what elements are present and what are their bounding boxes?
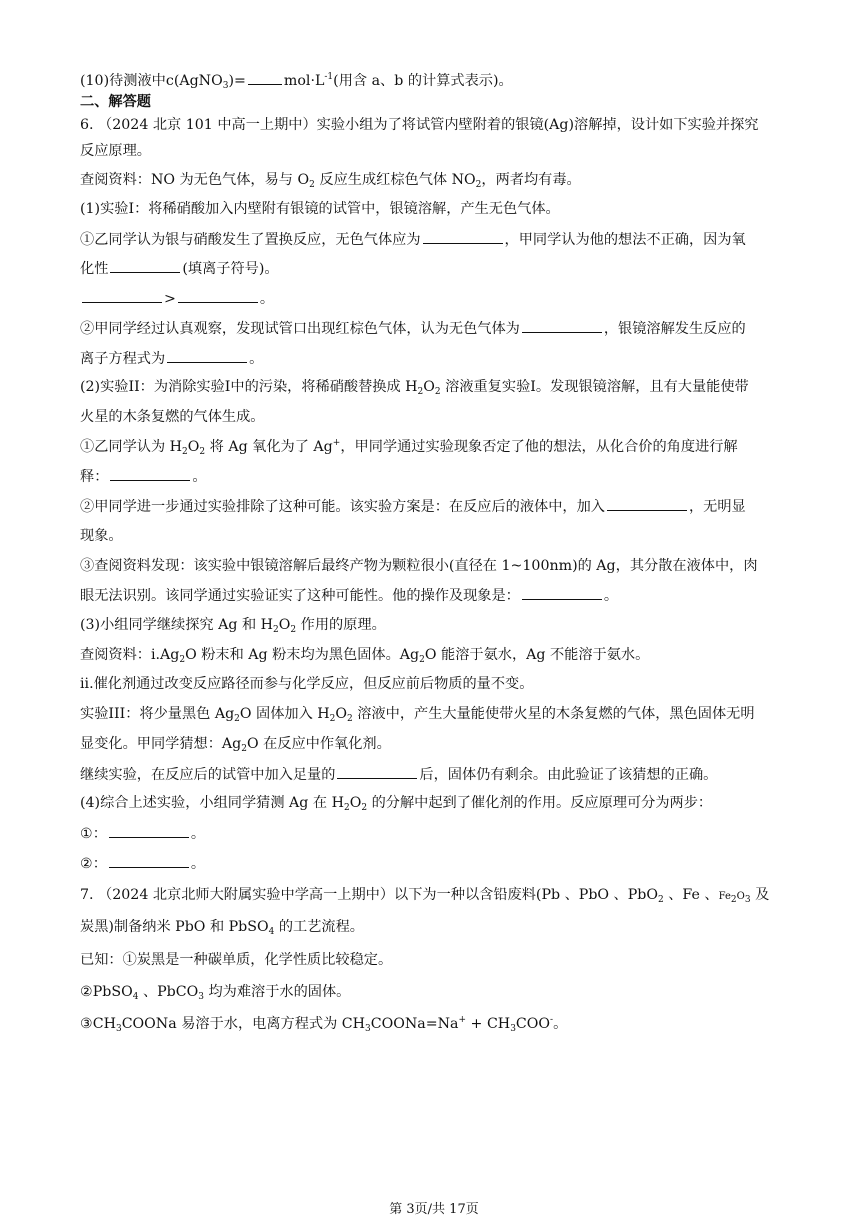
text-line: 显变化。甲同学猜想：$Ag_2O$ 在反应中作氧化剂。	[80, 736, 391, 754]
text-line: 查阅资料：$i.Ag_2O$ 粉末和 Ag 粉末均为黑色固体。$Ag_2O$ 能溶于氨水，Ag 不能溶于氨水。	[80, 647, 650, 665]
text-line: ②： 。	[80, 853, 808, 874]
text-line: 炭黑)制备纳米 PbO 和 PbSO$_4$ 的工艺流程。	[80, 919, 364, 937]
text-line: (2)实验II：为消除实验I中的污染，将稀硝酸替换成 $H_2O_2$ 溶液重复实验I。发现银镜溶解，且有大量能使带	[80, 379, 749, 397]
text-line: (1)实验I：将稀硝酸加入内壁附有银镜的试管中，银镜溶解，产生无色气体。	[80, 201, 560, 217]
answer-blank[interactable]	[109, 823, 189, 838]
text-line: 化性 (填离子符号)。	[80, 258, 808, 279]
text-line: ②甲同学经过认真观察，发现试管口出现红棕色气体，认为无色气体为 ，银镜溶解发生反应的	[80, 318, 808, 339]
text-line: ②甲同学进一步通过实验排除了这种可能。该实验方案是：在反应后的液体中，加入 ，无明显	[80, 496, 808, 517]
answer-blank[interactable]	[82, 288, 162, 303]
answer-blank[interactable]	[167, 348, 247, 363]
text-line: ①： 。	[80, 823, 808, 844]
answer-blank[interactable]	[110, 466, 190, 481]
text-line: 反应原理。	[80, 143, 151, 159]
page-footer: 第 3页/共 17页	[389, 1202, 479, 1217]
text-line: ii.催化剂通过改变反应路径而参与化学反应，但反应前后物质的量不变。	[80, 676, 534, 692]
question-6-stem: 6. （2024 北京 101 中高一上期中）实验小组为了将试管内壁附着的银镜(Ag)溶解掉，设计如下实验并探究	[80, 117, 759, 133]
text-line: 火星的木条复燃的气体生成。	[80, 409, 265, 425]
answer-blank[interactable]	[522, 318, 602, 333]
answer-blank[interactable]	[110, 258, 180, 273]
answer-blank[interactable]	[248, 70, 282, 85]
line-10: (10)待测液中c(AgNO$_3$)= $mol\cdot L^{-1}$(用含 a、b 的计算式表示)。	[80, 72, 513, 91]
text-line: ②PbSO$_4$ 、PbCO$_3$ 均为难溶于水的固体。	[80, 984, 351, 1002]
answer-blank[interactable]	[109, 853, 189, 868]
text-line: ①乙同学认为银与硝酸发生了置换反应，无色气体应为 ，甲同学认为他的想法不正确，因为氧	[80, 229, 808, 250]
text-line: 查阅资料：NO 为无色气体，易与 $O_2$ 反应生成红棕色气体 $NO_2$，两者均有毒。	[80, 172, 581, 190]
text-line: $③CH_3COONa$ 易溶于水，电离方程式为 $CH_3COONa=Na^+ + CH_3COO^-$。	[80, 1015, 568, 1034]
answer-blank[interactable]	[522, 585, 602, 600]
section-heading: 二、解答题	[80, 94, 151, 110]
answer-blank[interactable]	[337, 764, 417, 779]
question-7-stem: 7. （2024 北京北师大附属实验中学高一上期中）以下为一种以含铅废料(Pb 、PbO 、PbO$_2$ 、Fe 、$Fe_2O_3$ 及	[80, 887, 770, 905]
text-line: ③查阅资料发现：该实验中银镜溶解后最终产物为颗粒很小(直径在 1~100nm)的 Ag，其分散在液体中，肉	[80, 558, 758, 574]
text-line: 实验III：将少量黑色 $Ag_2O$ 固体加入 $H_2O_2$ 溶液中，产生大量能使带火星的木条复燃的气体，黑色固体无明	[80, 706, 755, 724]
text-line: 继续实验，在反应后的试管中加入足量的 后，固体仍有剩余。由此验证了该猜想的正确。	[80, 764, 808, 785]
text-line: 现象。	[80, 528, 123, 544]
text-line: (3)小组同学继续探究 Ag 和 $H_2O_2$ 作用的原理。	[80, 617, 386, 635]
text-line: > 。	[80, 288, 808, 309]
text-line: 眼无法识别。该同学通过实验证实了这种可能性。他的操作及现象是： 。	[80, 585, 808, 606]
text-line: (4)综合上述实验，小组同学猜测 Ag 在 $H_2O_2$ 的分解中起到了催化剂的作用。反应原理可分为两步：	[80, 795, 713, 813]
answer-blank[interactable]	[607, 496, 687, 511]
text-line: 已知：①炭黑是一种碳单质，化学性质比较稳定。	[80, 952, 393, 968]
text-line: 释： 。	[80, 466, 808, 487]
text-line: 离子方程式为 。	[80, 348, 808, 369]
answer-blank[interactable]	[423, 229, 503, 244]
answer-blank[interactable]	[178, 288, 258, 303]
text-line: ①乙同学认为 $H_2O_2$ 将 Ag 氧化为了 Ag+，甲同学通过实验现象否定了他的想法，从化合价的角度进行解	[80, 438, 738, 457]
